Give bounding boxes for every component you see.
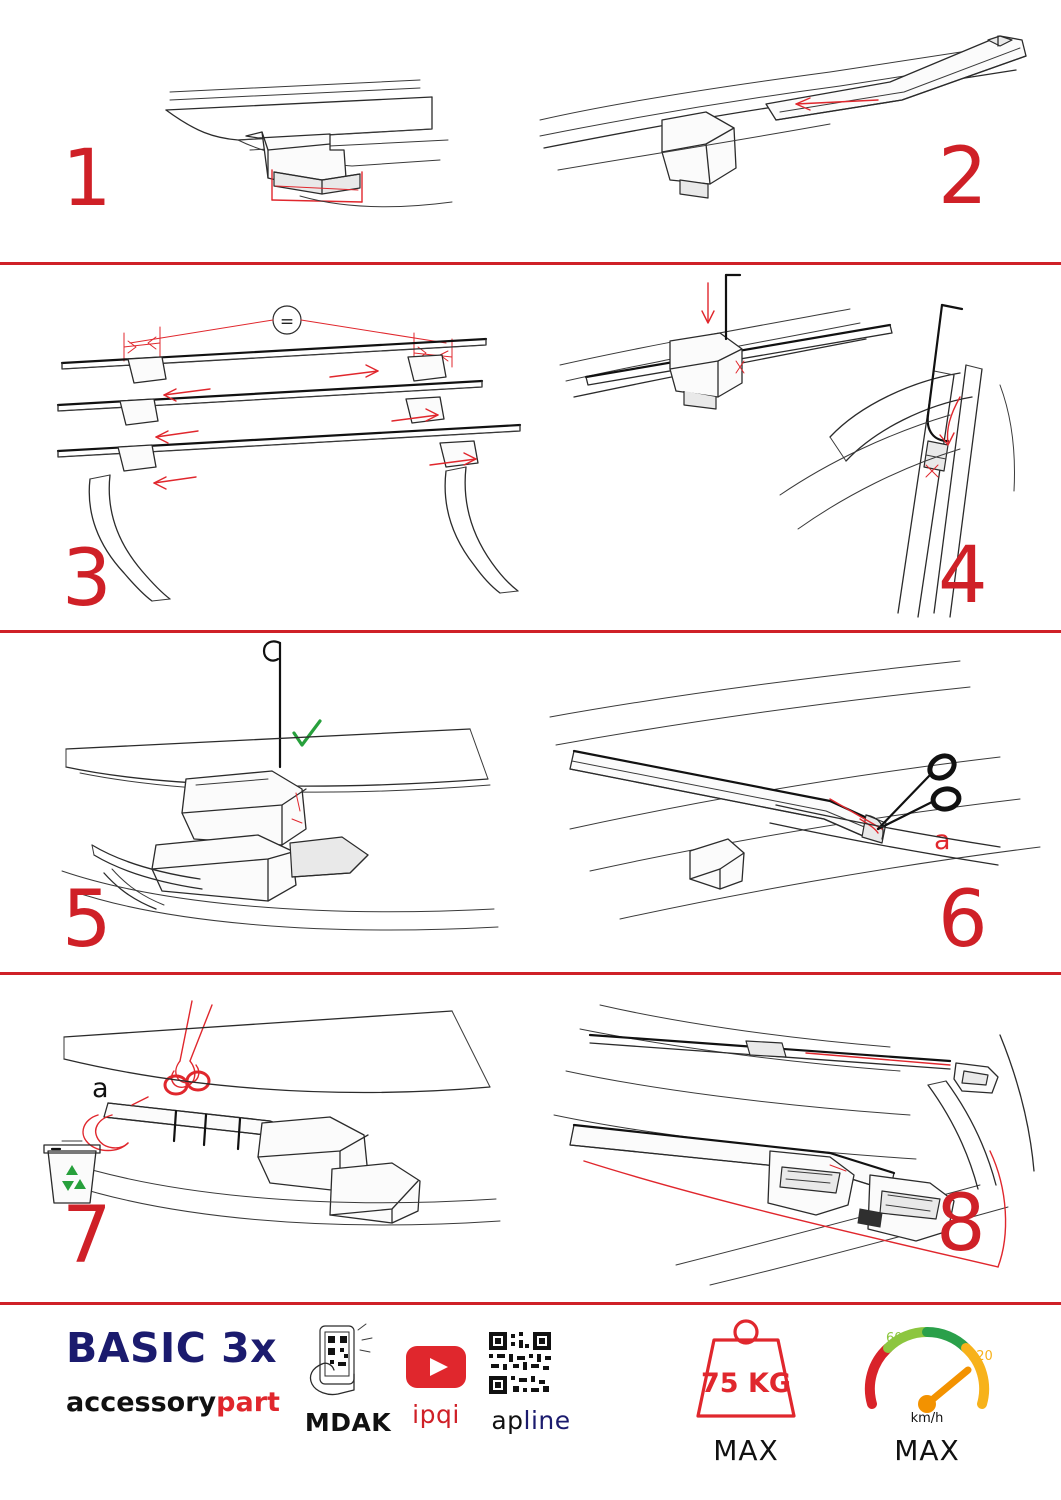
step-number-4: 4 bbox=[938, 531, 988, 621]
step-number-6: 6 bbox=[938, 875, 988, 965]
youtube-icon bbox=[396, 1340, 476, 1392]
step-panel-5 bbox=[0, 633, 530, 972]
qr-scan-hand-icon bbox=[300, 1322, 396, 1400]
speed-unit: km/h bbox=[910, 1411, 944, 1426]
step-panel-1 bbox=[0, 0, 530, 262]
footer-caption-apline bbox=[476, 1406, 586, 1435]
footer-item-ipqi[interactable] bbox=[396, 1340, 476, 1429]
apline-part2: line bbox=[523, 1406, 571, 1435]
label-a-step6: a bbox=[934, 825, 951, 856]
step-panel-6 bbox=[530, 633, 1061, 972]
brand-block bbox=[66, 1324, 296, 1418]
step-2-illustration bbox=[530, 0, 1061, 262]
step-number-1: 1 bbox=[62, 134, 112, 224]
step-panel-4 bbox=[530, 265, 1061, 630]
company-name-part2: part bbox=[216, 1387, 280, 1418]
step-panel-8 bbox=[530, 975, 1061, 1302]
step-panel-3 bbox=[0, 265, 530, 630]
speed-tick-60: 60 bbox=[886, 1331, 903, 1346]
footer-item-apline[interactable] bbox=[476, 1326, 586, 1435]
footer-item-mdak[interactable] bbox=[300, 1322, 396, 1437]
qr-code-icon bbox=[476, 1326, 586, 1398]
step-number-5: 5 bbox=[62, 875, 112, 965]
max-load-caption: MAX bbox=[713, 1434, 779, 1467]
step-panel-2 bbox=[530, 0, 1061, 262]
company-name bbox=[66, 1389, 296, 1416]
equal-symbol: = bbox=[279, 312, 295, 332]
speed-tick-120: 120 bbox=[968, 1349, 993, 1364]
weight-icon bbox=[660, 1312, 832, 1430]
footer-caption-mdak: MDAK bbox=[304, 1408, 392, 1437]
apline-part1: ap bbox=[491, 1406, 524, 1435]
footer-max-speed bbox=[852, 1308, 1002, 1467]
speedometer-icon bbox=[852, 1308, 1002, 1430]
company-name-part1: accessory bbox=[66, 1387, 217, 1418]
step-number-3: 3 bbox=[62, 534, 112, 624]
step-number-2: 2 bbox=[938, 132, 988, 222]
step-panel-7 bbox=[0, 975, 530, 1302]
step-number-7: 7 bbox=[62, 1191, 112, 1281]
footer bbox=[0, 1302, 1061, 1500]
footer-max-load bbox=[660, 1312, 832, 1467]
footer-caption-ipqi: ipqi bbox=[412, 1400, 460, 1429]
product-name: BASIC 3x bbox=[66, 1324, 278, 1372]
label-a-step7: a bbox=[92, 1073, 109, 1104]
max-speed-caption: MAX bbox=[894, 1434, 960, 1467]
step-number-8: 8 bbox=[936, 1179, 986, 1269]
max-load-value: 75 KG bbox=[700, 1368, 792, 1399]
